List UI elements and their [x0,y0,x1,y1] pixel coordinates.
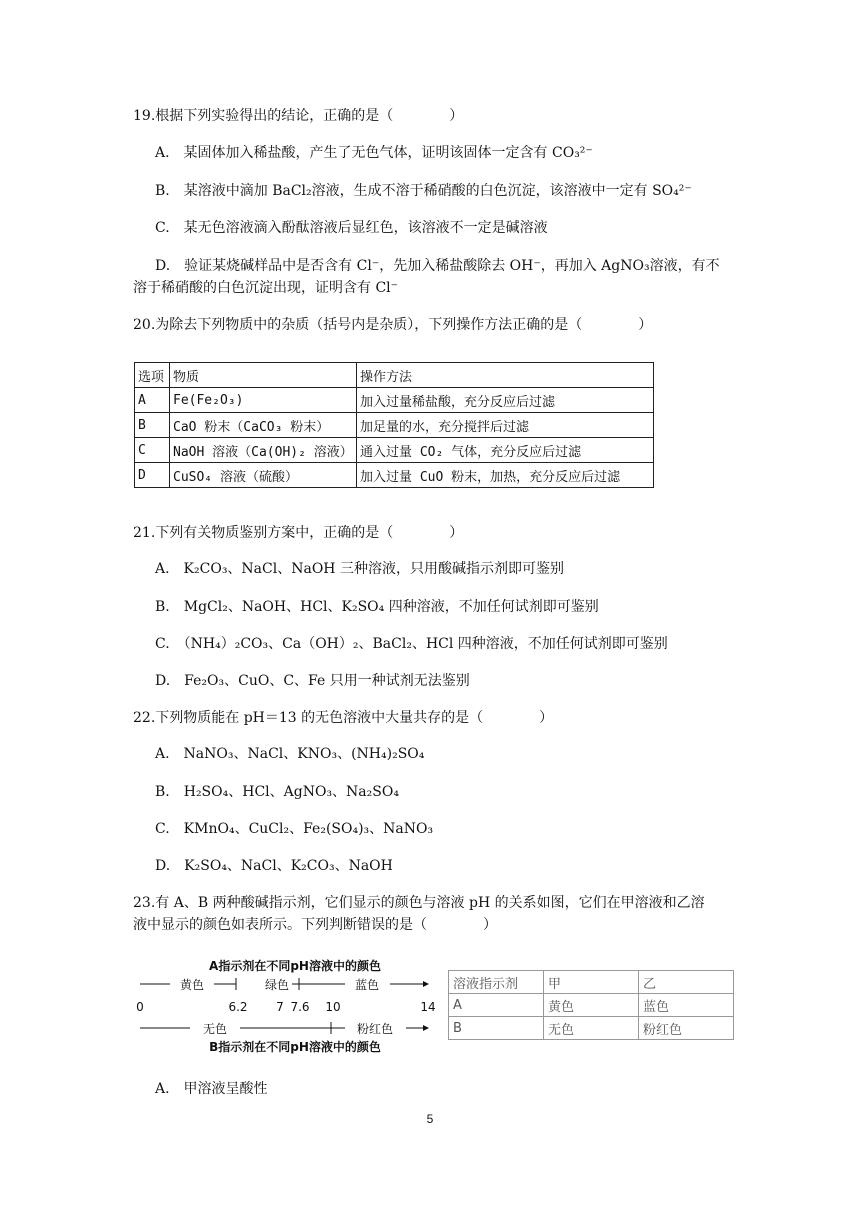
table-row [135,388,654,413]
q23-stem-line2: 液中显示的颜色如表所示。下列判断错误的是（ ） [133,917,497,933]
header-cell: 乙 [639,971,734,994]
table-row [449,994,734,1017]
q21-stem: 21.下列有关物质鉴别方案中，正确的是（ ） [133,525,464,541]
q23-option-a: A. 甲溶液呈酸性 [155,1081,268,1097]
tick-label: 6.2 [228,1000,248,1014]
q19-stem: 19.根据下列实验得出的结论，正确的是（ ） [133,108,464,124]
table-row [135,463,654,488]
indicator-ph-diagram [130,958,440,1058]
table-cell: 加入过量 CuO 粉末，加热，充分反应后过滤 [357,463,654,488]
table-header-row [449,971,734,994]
table-cell: 粉红色 [639,1017,734,1040]
tick-label: 14 [420,1000,436,1014]
q19-option-a: A. 某固体加入稀盐酸，产生了无色气体，证明该固体一定含有 CO₃²⁻ [155,145,593,161]
table-cell: NaOH 溶液（Ca(OH)₂ 溶液） [170,438,357,463]
q21-option-d: D. Fe₂O₃、CuO、C、Fe 只用一种试剂无法鉴别 [155,673,470,689]
q19-option-d-line1: D. 验证某烧碱样品中是否含有 Cl⁻，先加入稀盐酸除去 OH⁻，再加入 AgNO₃溶液，有不 [155,258,720,274]
q19-option-c: C. 某无色溶液滴入酚酞溶液后显红色，该溶液不一定是碱溶液 [155,220,548,236]
header-cell: 操作方法 [357,363,654,388]
q20-table [134,362,654,488]
table-cell: A [135,388,170,413]
table-cell: 加足量的水，充分搅拌后过滤 [357,413,654,438]
table-cell: D [135,463,170,488]
table-cell: Fe(Fe₂O₃) [170,388,357,413]
a-green-label: 绿色 [264,978,290,992]
q23-table [448,970,734,1040]
table-cell: CuSO₄ 溶液（硫酸） [170,463,357,488]
q21-option-a: A. K₂CO₃、NaCl、NaOH 三种溶液，只用酸碱指示剂即可鉴别 [155,561,564,577]
diagram-title-a: A指示剂在不同pH溶液中的颜色 [209,959,381,973]
tick-label: 7 [276,1000,284,1014]
table-cell: 蓝色 [639,994,734,1017]
q22-option-b: B. H₂SO₄、HCl、AgNO₃、Na₂SO₄ [155,784,399,800]
table-cell: B [135,413,170,438]
table-row [135,413,654,438]
q22-stem: 22.下列物质能在 pH＝13 的无色溶液中大量共存的是（ ） [133,710,554,726]
q22-option-d: D. K₂SO₄、NaCl、K₂CO₃、NaOH [155,858,393,874]
q21-option-c: C. （NH₄）₂CO₃、Ca（OH）₂、BaCl₂、HCl 四种溶液，不加任何试剂即可鉴别 [155,636,668,652]
table-row [135,438,654,463]
tick-label: 10 [325,1000,341,1014]
diagram-title-b: B指示剂在不同pH溶液中的颜色 [209,1040,381,1054]
q22-option-c: C. KMnO₄、CuCl₂、Fe₂(SO₄)₃、NaNO₃ [155,821,434,837]
tick-label: 0 [136,1000,144,1014]
header-cell: 选项 [135,363,170,388]
table-cell: 无色 [544,1017,639,1040]
table-row [449,1017,734,1040]
header-cell: 物质 [170,363,357,388]
header-cell: 溶液指示剂 [449,971,544,994]
q19-option-d-line2: 溶于稀硝酸的白色沉淀出现，证明含有 Cl⁻ [133,280,399,296]
q21-option-b: B. MgCl₂、NaOH、HCl、K₂SO₄ 四种溶液，不加任何试剂即可鉴别 [155,599,599,615]
a-yellow-label: 黄色 [179,978,205,992]
table-cell: A [449,994,544,1017]
q23-stem-line1: 23.有 A、B 两种酸碱指示剂，它们显示的颜色与溶液 pH 的关系如图，它们在甲溶液和乙溶 [133,895,705,911]
table-cell: 通入过量 CO₂ 气体，充分反应后过滤 [357,438,654,463]
b-pink-label: 粉红色 [356,1022,394,1036]
table-cell: C [135,438,170,463]
q19-option-b: B. 某溶液中滴加 BaCl₂溶液，生成不溶于稀硝酸的白色沉淀，该溶液中一定有 SO₄²⁻ [155,183,692,199]
table-cell: B [449,1017,544,1040]
table-cell: 加入过量稀盐酸，充分反应后过滤 [357,388,654,413]
table-header-row [135,363,654,388]
b-colorless-label: 无色 [202,1022,228,1036]
a-blue-label: 蓝色 [354,978,380,992]
page-number: 5 [426,1112,434,1126]
q22-option-a: A. NaNO₃、NaCl、KNO₃、(NH₄)₂SO₄ [155,746,425,762]
header-cell: 甲 [544,971,639,994]
tick-label: 7.6 [290,1000,310,1014]
q20-stem: 20.为除去下列物质中的杂质（括号内是杂质），下列操作方法正确的是（ ） [133,317,653,333]
table-cell: CaO 粉末（CaCO₃ 粉末） [170,413,357,438]
table-cell: 黄色 [544,994,639,1017]
